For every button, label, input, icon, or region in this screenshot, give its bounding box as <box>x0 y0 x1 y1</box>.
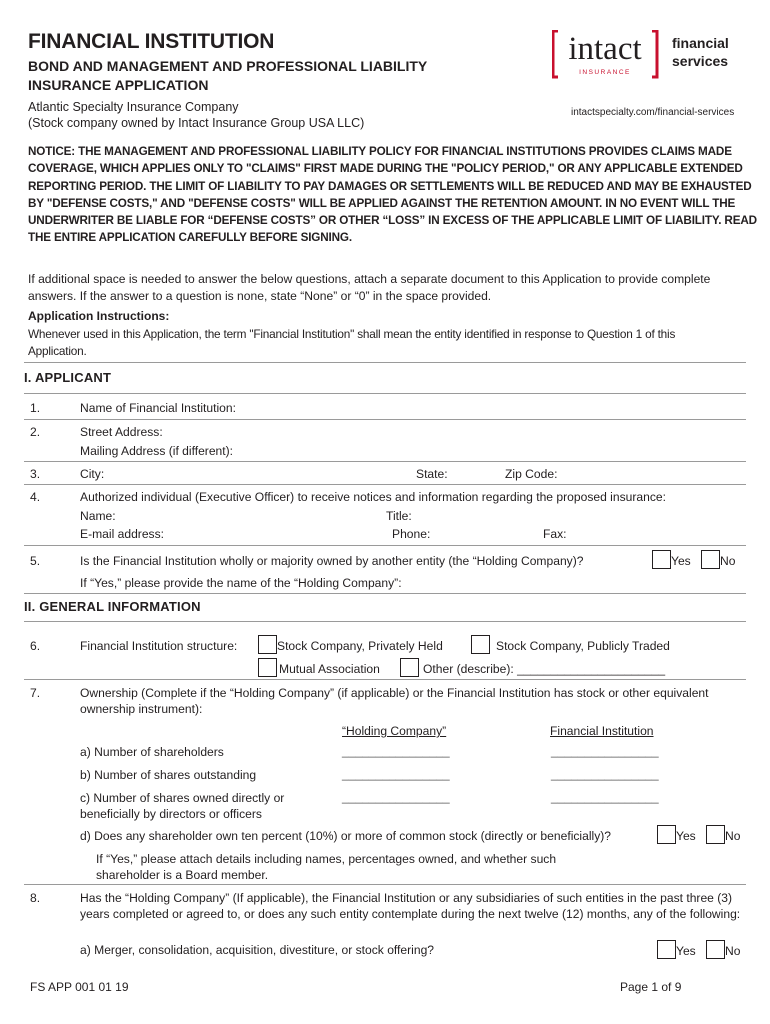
q8a-yes-checkbox[interactable] <box>657 940 676 959</box>
q8-label: Has the “Holding Company” (If applicable), the Financial Institution or any subsidiaries of such entities in the past three (3) years completed or agreed to, or does any such entity contemplate during the next twelve (12) months, any of the following: <box>80 891 741 921</box>
logo-financial: financial <box>672 35 729 51</box>
divider <box>24 884 746 885</box>
website-link[interactable]: intactspecialty.com/financial-services <box>571 107 735 118</box>
instructions-text: Whenever used in this Application, the term "Financial Institution" shall mean the entity identified in response to Question 1 of this Application. <box>28 327 676 358</box>
logo-services: services <box>672 53 729 69</box>
q4-email-label: E-mail address: <box>80 527 165 541</box>
question-number: 8. <box>30 891 41 905</box>
intact-logo <box>552 30 742 80</box>
instructions-heading: Application Instructions: <box>28 309 170 323</box>
page-number: Page 1 of 9 <box>620 980 682 994</box>
q6-other-label: Other (describe): ______________________ <box>423 662 666 676</box>
col-financial-institution: Financial Institution <box>550 724 654 738</box>
page-title: FINANCIAL INSTITUTION <box>28 30 275 53</box>
q2-mailing-label: Mailing Address (if different): <box>80 444 234 458</box>
q6-mutual-checkbox[interactable] <box>258 658 277 677</box>
financial-institution-field[interactable]: ________________ <box>551 790 659 804</box>
col-holding-company: “Holding Company” <box>342 724 447 738</box>
form-id: FS APP 001 01 19 <box>30 980 129 994</box>
q5-label: Is the Financial Institution wholly or majority owned by another entity (the “Holding Company)? <box>80 554 584 568</box>
q5-yes-checkbox[interactable] <box>652 550 671 569</box>
divider <box>24 393 746 394</box>
q7d-label: d) Does any shareholder own ten percent (10%) or more of common stock (directly or beneficially)? <box>80 829 612 843</box>
question-number: 2. <box>30 425 41 439</box>
q4-name-label: Name: <box>80 509 116 523</box>
divider <box>24 461 746 462</box>
q6-stock-public-label: Stock Company, Publicly Traded <box>496 639 670 653</box>
q5-followup: If “Yes,” please provide the name of the “Holding Company”: <box>80 576 402 590</box>
section-applicant-heading: I. APPLICANT <box>24 370 112 385</box>
q3-zip-label: Zip Code: <box>505 467 558 481</box>
q7d-yes-checkbox[interactable] <box>657 825 676 844</box>
q8a-no-checkbox[interactable] <box>706 940 725 959</box>
q8a-no-label: No <box>725 944 741 958</box>
q6-other-checkbox[interactable] <box>400 658 419 677</box>
q6-label: Financial Institution structure: <box>80 639 238 653</box>
q3-city-label: City: <box>80 467 105 481</box>
financial-institution-field[interactable]: ________________ <box>551 744 659 758</box>
holding-company-field[interactable]: ________________ <box>342 767 450 781</box>
divider <box>24 545 746 546</box>
page-subtitle: BOND AND MANAGEMENT AND PROFESSIONAL LIABILITY INSURANCE APPLICATION <box>28 58 428 93</box>
question-number: 4. <box>30 490 41 504</box>
question-number: 5. <box>30 554 41 568</box>
q2-street-label: Street Address: <box>80 425 163 439</box>
q5-no-checkbox[interactable] <box>701 550 720 569</box>
ownership-row-label: c) Number of shares owned directly or beneficially by directors or officers <box>80 791 285 821</box>
divider <box>24 593 746 594</box>
q6-stock-public-checkbox[interactable] <box>471 635 490 654</box>
company-name: Atlantic Specialty Insurance Company <box>28 100 239 114</box>
logo-subword: INSURANCE <box>579 69 631 76</box>
question-number: 1. <box>30 401 41 415</box>
divider <box>24 419 746 420</box>
q5-no-label: No <box>720 554 736 568</box>
q4-title-label: Title: <box>386 509 412 523</box>
q4-fax-label: Fax: <box>543 527 567 541</box>
question-number: 6. <box>30 639 41 653</box>
divider <box>24 362 746 363</box>
logo-wordmark: intact <box>568 31 642 67</box>
company-info <box>28 99 364 131</box>
financial-institution-field[interactable]: ________________ <box>551 767 659 781</box>
divider <box>24 484 746 485</box>
question-number: 7. <box>30 686 41 700</box>
q6-mutual-label: Mutual Association <box>279 662 380 676</box>
company-parent: (Stock company owned by Intact Insurance Group USA LLC) <box>28 116 365 130</box>
q7d-no-label: No <box>725 829 741 843</box>
holding-company-field[interactable]: ________________ <box>342 744 450 758</box>
q3-state-label: State: <box>416 467 448 481</box>
q8a-label: a) Merger, consolidation, acquisition, divestiture, or stock offering? <box>80 943 435 957</box>
q6-stock-private-checkbox[interactable] <box>258 635 277 654</box>
section-general-heading: II. GENERAL INFORMATION <box>24 599 201 614</box>
q1-label: Name of Financial Institution: <box>80 401 236 415</box>
divider <box>24 621 746 622</box>
q5-yes-label: Yes <box>671 554 691 568</box>
logo-graphic <box>552 30 742 80</box>
q4-phone-label: Phone: <box>392 527 431 541</box>
divider <box>24 679 746 680</box>
q6-stock-private-label: Stock Company, Privately Held <box>277 639 443 653</box>
holding-company-field[interactable]: ________________ <box>342 790 450 804</box>
q7-label: Ownership (Complete if the “Holding Company” (if applicable) or the Financial Institution has stock or other equivalent ownership instrument): <box>80 686 709 716</box>
q8a-yes-label: Yes <box>676 944 696 958</box>
q7d-yes-label: Yes <box>676 829 696 843</box>
intro-paragraph: If additional space is needed to answer the below questions, attach a separate document to this Application to provide complete answers. If the answer to a question is none, state “None” or “0” in the space provided. <box>28 272 711 303</box>
ownership-row-label: b) Number of shares outstanding <box>80 768 257 782</box>
q4-label: Authorized individual (Executive Officer) to receive notices and information regarding the proposed insurance: <box>80 490 666 504</box>
ownership-row-label: a) Number of shareholders <box>80 745 224 759</box>
question-number: 3. <box>30 467 41 481</box>
q7d-followup: If “Yes,” please attach details including names, percentages owned, and whether such shareholder is a Board member. <box>96 852 557 882</box>
notice-text: NOTICE: THE MANAGEMENT AND PROFESSIONAL LIABILITY POLICY FOR FINANCIAL INSTITUTIONS PROVIDES CLAIMS MADE COVERAGE, WHICH APPLIES ONLY TO "CLAIMS" FIRST MADE DURING THE "POLICY PERIOD," OR ANY APPLICABLE EXTENDED REPORTING PERIOD. THE LIMIT OF LIABILITY TO PAY DAMAGES OR SETTLEMENTS WILL BE REDUCED AND MAY BE EXHAUSTED BY "DEFENSE COSTS," AND "DEFENSE COSTS" WILL BE APPLIED AGAINST THE RETENTION AMOUNT. IN NO EVENT WILL THE UNDERWRITER BE LIABLE FOR “DEFENSE COSTS” OR OTHER “LOSS” IN EXCESS OF THE APPLICABLE LIMIT OF LIABILITY. READ THE ENTIRE APPLICATION CAREFULLY BEFORE SIGNING. <box>28 145 757 245</box>
q7d-no-checkbox[interactable] <box>706 825 725 844</box>
